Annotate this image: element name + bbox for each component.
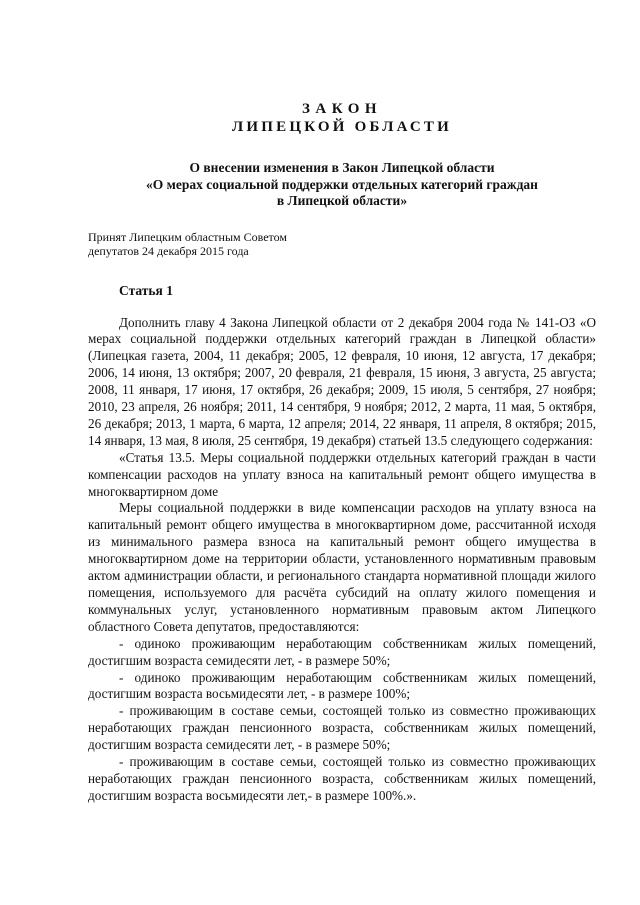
adoption-note [88, 230, 596, 259]
subtitle-line-2: «О мерах социальной поддержки отдельных категорий граждан [146, 176, 538, 192]
article-paragraph: Меры социальной поддержки в виде компенсации расходов на уплату взноса на капитальный ремонт общего имущества в многоквартирном доме, рассчитанной исходя из минимального размера взноса на капитальный ремонт общего имущества в многоквартирном доме на территории области, установленного нормативным правовым актом администрации области, и регионального стандарта нормативной площади жилого помещения, используемого для расчёта субсидий на оплату жилого помещения и коммунальных услуг, установленного нормативным правовым актом Липецкого областного Совета депутатов, предоставляются: [88, 500, 596, 634]
article-heading: Статья 1 [119, 282, 173, 298]
law-subtitle [88, 160, 596, 210]
list-item: - проживающим в составе семьи, состоящей только из совместно проживающих неработающих граждан пенсионного возраста, собственникам жилых помещений, достигшим возраста восьмидесяти лет,- в размере 100%.». [88, 754, 596, 803]
adoption-line-2: депутатов 24 декабря 2015 года [88, 244, 249, 258]
subtitle-line-3: в Липецкой области» [276, 193, 408, 208]
law-region: ЛИПЕЦКОЙ ОБЛАСТИ [232, 119, 452, 135]
adoption-line-1: Принят Липецким областным Советом [88, 229, 287, 244]
list-item: - одиноко проживающим неработающим собственникам жилых помещений, достигшим возраста восьмидесяти лет, - в размере 100%; [88, 669, 596, 702]
law-title: ЗАКОН [301, 101, 383, 117]
list-item: - проживающим в составе семьи, состоящей только из совместно проживающих неработающих граждан пенсионного возраста, собственникам жилых помещений, достигшим возраста семидесяти лет, - в размере 50%; [88, 703, 596, 753]
document-page [88, 100, 596, 805]
article-paragraph: «Статья 13.5. Меры социальной поддержки отдельных категорий граждан в части компенсации расходов на уплату взноса на капитальный ремонт общего имущества в многоквартирном доме [88, 449, 596, 499]
article-paragraph: Дополнить главу 4 Закона Липецкой области от 2 декабря 2004 года № 141-ОЗ «О мерах социальной поддержки отдельных категорий граждан в Липецкой области» (Липецкая газета, 2004, 11 декабря; 2005, 12 февраля, 10 июня, 12 августа, 17 декабря; 2006, 14 июня, 13 октября; 2007, 20 февраля, 21 февраля, 15 июня, 3 августа, 25 августа; 2008, 11 января, 17 июня, 17 октября, 26 декабря; 2009, 15 июля, 5 сентября, 27 ноября; 2010, 23 апреля, 26 ноября; 2011, 14 сентября, 9 ноября; 2012, 2 марта, 11 мая, 5 октября, 26 декабря; 2013, 1 марта, 6 марта, 12 апреля; 2014, 22 января, 11 апреля, 8 октября; 2015, 14 января, 13 мая, 8 июля, 25 сентября, 19 декабря) статьей 13.5 следующего содержания: [88, 314, 596, 448]
subtitle-line-1: О внесении изменения в Закон Липецкой области [189, 160, 495, 175]
article-body [88, 315, 596, 805]
list-item: - одиноко проживающим неработающим собственникам жилых помещений, достигшим возраста семидесяти лет, - в размере 50%; [88, 635, 596, 668]
